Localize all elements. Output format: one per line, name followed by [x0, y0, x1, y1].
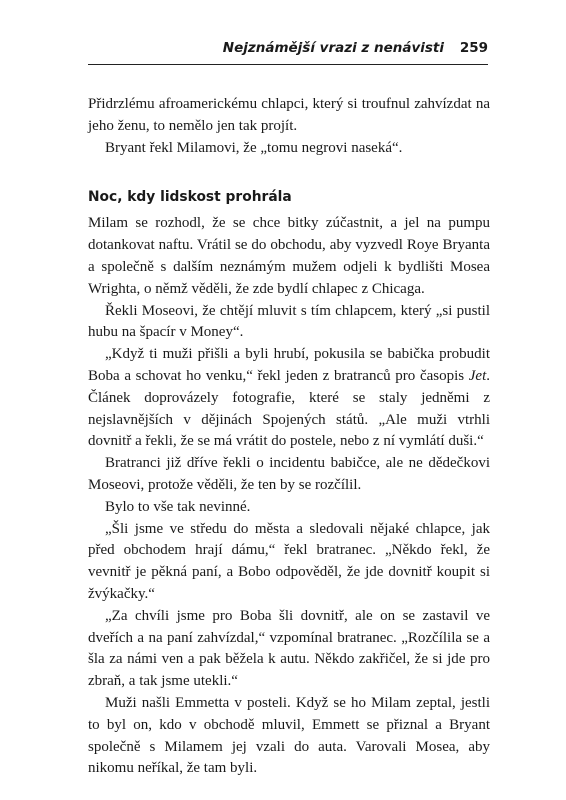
paragraph-8: „Šli jsme ve středu do města a sledovali nějaké chlapce, jak před obchodem hrají dámu,“ řekl bratranec. „Někdo řekl, že vevnitř je pěkná paní, a Bobo odpověděl, že jde dovnitř koupit si žvýkačky.“ — [88, 520, 490, 602]
page-number: 259 — [459, 40, 488, 56]
paragraph-1: Přidrzlému afroamerickému chlapci, který si troufnul zahvízdat na jeho ženu, to nemělo jen tak projít. — [88, 96, 490, 134]
page-body — [88, 94, 490, 780]
header-rule — [88, 64, 488, 65]
paragraph-5-part-b: . Článek doprovázely fotografie, které se staly jedněmi z nejslavnějších v dějinách Spojených států. „Ale muži vtrhli dovnitř a řekli, že se má vrátit do postele, nebo z ní vymlátí duši.“ — [88, 367, 490, 450]
page-header — [88, 38, 488, 68]
paragraph-7: Bylo to vše tak nevinné. — [105, 498, 251, 515]
paragraph-5 — [88, 344, 490, 453]
paragraph-5-part-a: „Když ti muži přišli a byli hrubí, pokusila se babička probudit Boba a schovat ho venku,“ řekl jeden z bratranců pro časopis — [88, 346, 490, 384]
paragraph-4: Řekli Moseovi, že chtějí mluvit s tím chlapcem, který „si pustil hubu na špacír v Money“. — [88, 302, 490, 341]
paragraph-6: Bratranci již dříve řekli o incidentu babičce, ale ne dědečkovi Moseovi, protože věděli, že ten by se rozčílil. — [88, 455, 490, 493]
paragraph-2: Bryant řekl Milamovi, že „tomu negrovi naseká“. — [105, 139, 403, 156]
section-heading: Noc, kdy lidskost prohrála — [88, 189, 292, 206]
paragraph-9: „Za chvíli jsme pro Boba šli dovnitř, ale on se zastavil ve dveřích a na paní zahvízdal,“ vzpomínal bratranec. „Rozčílila se a šla za námi ven a pak běžela k autu. Někdo zakřičel, že si jde pro zbraň, a tak jsme utekli.“ — [88, 607, 490, 690]
running-title: Nejznámější vrazi z nenávisti — [222, 40, 444, 56]
paragraph-3: Milam se rozhodl, že se chce bitky zúčastnit, a jel na pumpu dotankovat naftu. Vrátil se do obchodu, aby vyzvedl Roye Bryanta a společně s dalším neznámým mužem odjeli k bydlišti Mosea Wrighta, o němž věděli, že zde bydlí chlapec z Chicaga. — [88, 215, 490, 297]
paragraph-10: Muži našli Emmetta v posteli. Když se ho Milam zeptal, jestli to byl on, kdo v obchodě mluvil, Emmett se přiznal a Bryant společně s Milamem jej vzali do auta. Varovali Mosea, aby nikomu neříkal, že tam byli. — [88, 694, 490, 777]
magazine-title: Jet — [468, 367, 487, 384]
